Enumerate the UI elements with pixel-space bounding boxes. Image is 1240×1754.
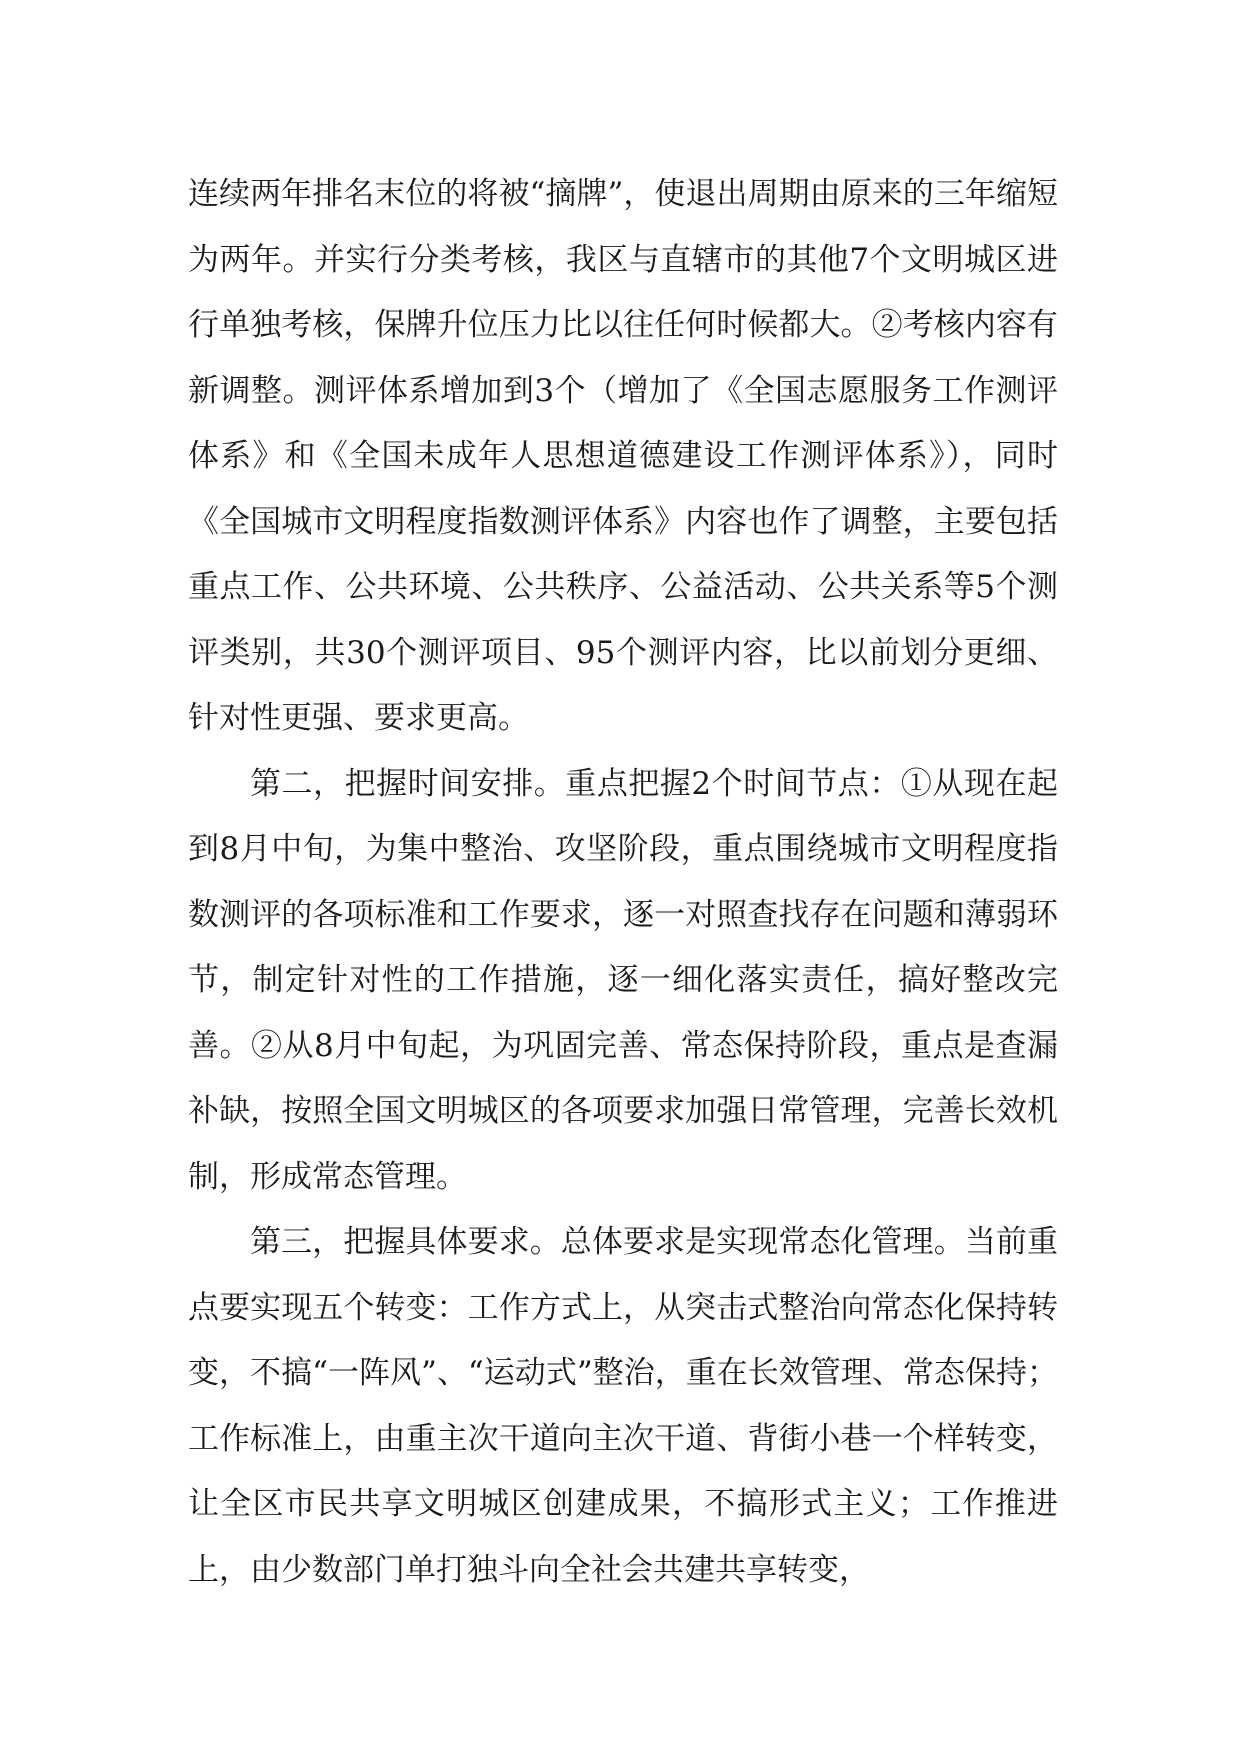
- document-body: [188, 162, 1058, 1603]
- paragraph-2: 第二，把握时间安排。重点把握2个时间节点：①从现在起到8月中旬，为集中整治、攻坚阶段，重点围绕城市文明程度指数测评的各项标准和工作要求，逐一对照查找存在问题和薄弱环节，制定针对性的工作措施，逐一细化落实责任，搞好整改完善。②从8月中旬起，为巩固完善、常态保持阶段，重点是查漏补缺，按照全国文明城区的各项要求加强日常管理，完善长效机制，形成常态管理。: [188, 765, 1058, 1195]
- paragraph-1: 连续两年排名末位的将被“摘牌”，使退出周期由原来的三年缩短为两年。并实行分类考核，我区与直辖市的其他7个文明城区进行单独考核，保牌升位压力比以往任何时候都大。②考核内容有新调整。测评体系增加到3个（增加了《全国志愿服务工作测评体系》和《全国未成年人思想道德建设工作测评体系》），同时《全国城市文明程度指数测评体系》内容也作了调整，主要包括重点工作、公共环境、公共秩序、公益活动、公共关系等5个测评类别，共30个测评项目、95个测评内容，比以前划分更细、针对性更强、要求更高。: [188, 176, 1058, 736]
- paragraph-3: 第三，把握具体要求。总体要求是实现常态化管理。当前重点要实现五个转变：工作方式上，从突击式整治向常态化保持转变，不搞“一阵风”、“运动式”整治，重在长效管理、常态保持；工作标准上，由重主次干道向主次干道、背街小巷一个样转变，让全区市民共享文明城区创建成果，不搞形式主义；工作推进上，由少数部门单打独斗向全社会共建共享转变，: [188, 1224, 1058, 1588]
